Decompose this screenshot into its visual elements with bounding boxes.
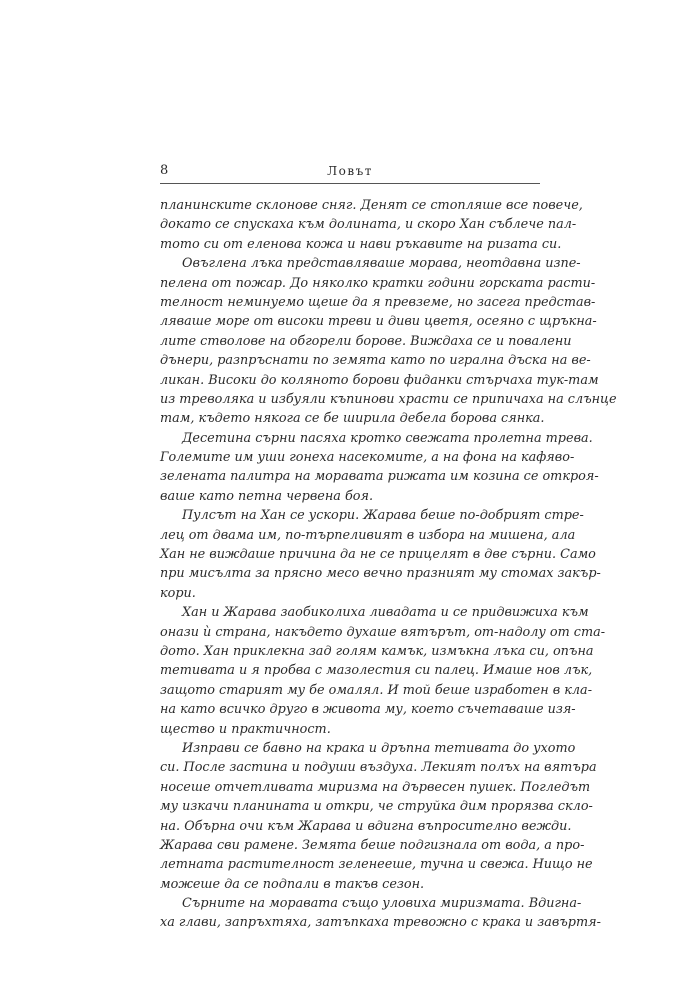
text-line: дънери, разпръснати по земята като по игрална дъска на ве- [160,353,591,369]
text-line: на като всичко друго в живота му, което съчетаваше изя- [160,702,576,718]
text-line: лите стволове на обгорели борове. Виждаха се и повалени [160,333,572,349]
text-line: на. Обърна очи към Жарава и вдигна въпросително вежди. [160,818,572,834]
text-line: Пулсът на Хан се ускори. Жарава беше по-добрият стре- [182,508,584,524]
running-head [160,163,540,183]
body-text [160,196,617,933]
text-line: Сърните на моравата също уловиха миризмата. Вдигна- [182,896,582,912]
text-line: пелена от пожар. До няколко кратки години горската расти- [160,275,596,291]
page-number: 8 [160,163,169,178]
text-line: Овъглена лъка представляваше морава, неотдавна изпе- [182,256,581,272]
text-line: при мисълта за прясно месо вечно празният му стомах закър- [160,566,601,582]
text-line: Десетина сърни пасяха кротко свежата пролетна трева. [182,430,593,446]
text-line: тото си от еленова кожа и нави ръкавите на ризата си. [160,236,562,252]
text-line: кори. [160,585,196,601]
text-line: из треволяка и избуяли къпинови храсти се припичаха на слънце [160,391,617,407]
text-line: там, където някога се бе ширила дебела борова сянка. [160,411,545,427]
text-line: Хан и Жарава заобиколиха ливадата и се придвижиха към [182,605,589,621]
text-line: щество и практичност. [160,721,331,737]
text-line: Хан не виждаше причина да не се прицелят в две сърни. Само [160,547,596,563]
text-line: Жарава сви рамене. Земята беше подгизнала от вода, а про- [160,837,585,853]
text-line: си. После застина и подуши въздуха. Лекият полъх на вятъра [160,760,597,776]
text-line: планинските склонове сняг. Денят се стопляше все повече, [160,198,583,213]
text-line: телност неминуемо щеше да я превземе, но засега представ- [160,294,596,310]
text-line: дото. Хан приклекна зад голям камък, измъкна лъка си, опъна [160,643,594,659]
text-line: ха глави, запръхтяха, затъпкаха тревожно с крака и завъртя- [160,915,601,931]
text-line: защото старият му бе омалял. И той беше изработен в кла- [160,682,593,698]
text-line: тетивата и я пробва с мазолестия си палец. Имаше нов лък, [160,663,593,679]
text-line: докато се спускаха към долината, и скоро Хан съблече пал- [160,217,577,233]
text-line: Големите им уши гонеха насекомите, а на фона на кафяво- [160,450,575,466]
text-line: зелената палитра на моравата рижата им козина се открoя- [160,469,599,485]
text-line: му изкачи планината и откри, че струйка дим прорязва скло- [160,799,593,815]
text-line: лец от двама им, по-търпеливият в избора на мишена, ала [160,527,576,543]
text-line: Изправи се бавно на крака и дръпна тетивата до ухото [182,740,576,756]
text-line: ликан. Високи до коляното борови фиданки стърчаха тук-там [160,372,599,388]
running-title: Ловът [327,164,373,178]
text-line: можеше да се подпали в такъв сезон. [160,876,425,892]
text-line: ляваше море от високи треви и диви цветя, осеяно с щръкна- [160,314,597,330]
text-line: носеше отчетливата миризма на дървесен пушек. Погледът [160,779,591,795]
header-rule [160,183,540,184]
text-line: онази ѝ страна, накъдето духаше вятърът, от-надолу от ста- [160,624,606,640]
text-line: летната растителност зеленееше, тучна и свежа. Нищо не [160,857,593,873]
text-line: ваше като петна червена боя. [160,488,374,504]
